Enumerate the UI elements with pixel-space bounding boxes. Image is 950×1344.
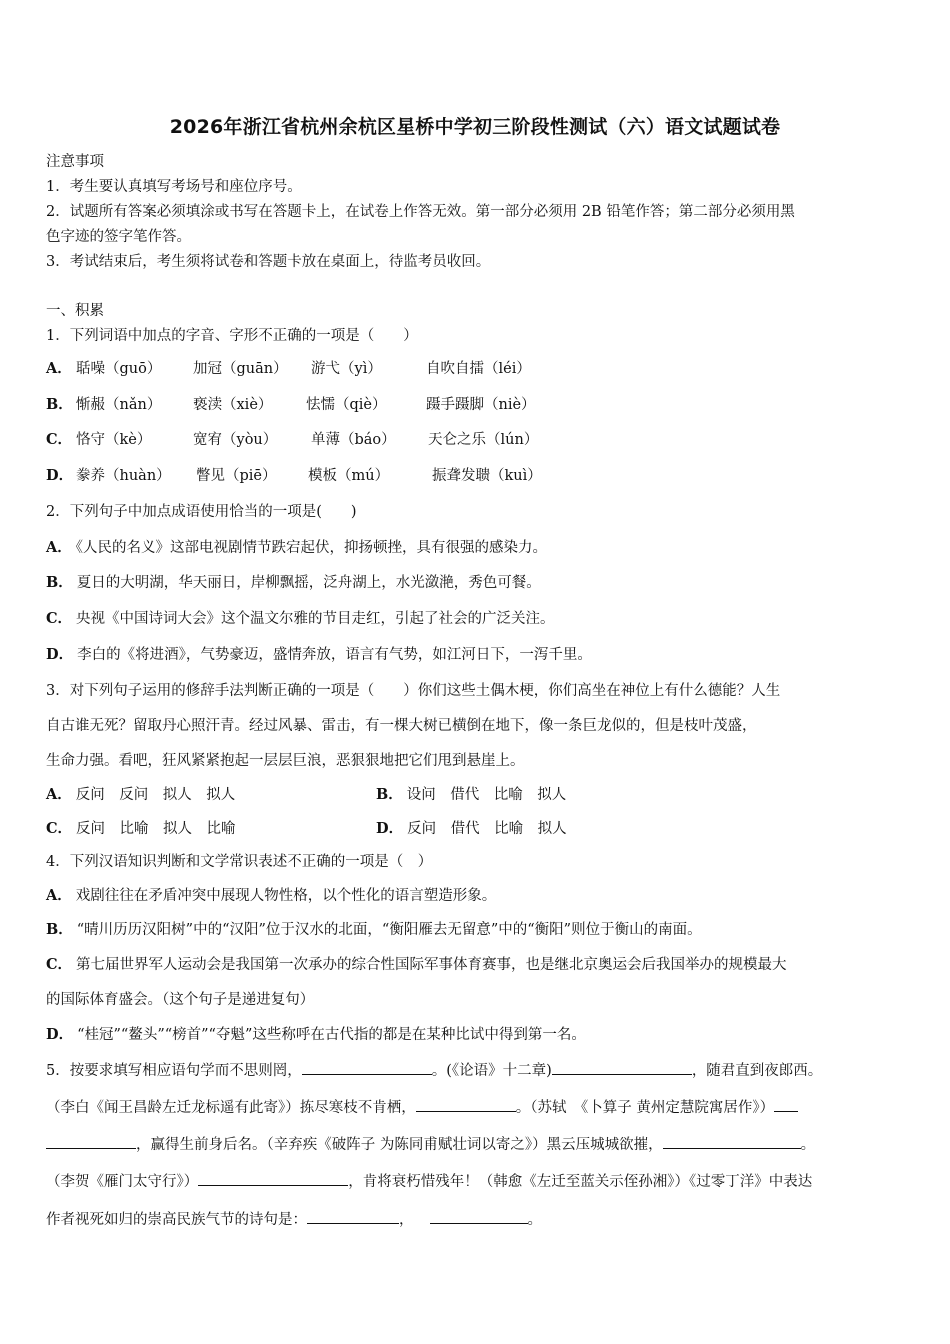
question-5-line-2 bbox=[46, 1097, 798, 1118]
answer-blank[interactable] bbox=[416, 1097, 516, 1112]
option-item: 单薄（báo） bbox=[311, 432, 396, 448]
q5-text: 5．按要求填写相应语句学而不思则罔， bbox=[46, 1063, 302, 1079]
section-heading: 一、积累 bbox=[46, 303, 104, 319]
question-4-option-d bbox=[46, 1025, 586, 1045]
option-label: B． bbox=[46, 921, 73, 938]
answer-blank[interactable] bbox=[302, 1060, 432, 1075]
question-2-stem: 2．下列句子中加点成语使用恰当的一项是( ) bbox=[46, 504, 357, 520]
notice-item: 2．试题所有答案必须填涂或书写在答题卡上，在试卷上作答无效。第一部分必须用 2B 铅笔作答；第二部分必须用黑 bbox=[46, 204, 795, 220]
question-4-option-a bbox=[46, 886, 496, 906]
option-label: C． bbox=[46, 610, 73, 627]
option-label: C． bbox=[46, 431, 73, 448]
answer-blank[interactable] bbox=[552, 1060, 692, 1075]
question-4-option-b bbox=[46, 920, 702, 940]
option-label: A． bbox=[46, 360, 72, 377]
option-item: 模板（mú） bbox=[308, 468, 390, 484]
question-5-line-5 bbox=[46, 1209, 542, 1230]
question-4-option-c bbox=[46, 955, 787, 975]
option-item: 聒噪（guō） bbox=[76, 361, 162, 377]
q5-text: （李贺《雁门太守行》） bbox=[46, 1174, 199, 1190]
question-5-line-4 bbox=[46, 1171, 812, 1192]
answer-blank[interactable] bbox=[663, 1134, 801, 1149]
question-4-option-c-continued: 的国际体育盛会。（这个句子是递进复句） bbox=[46, 992, 315, 1008]
question-3-stem: 3．对下列句子运用的修辞手法判断正确的一项是（ ）你们这些土偶木梗，你们高坐在神位上有什么德能？人生 bbox=[46, 683, 781, 699]
option-text: “晴川历历汉阳树”中的“汉阳”位于汉水的北面，“衡阳雁去无留意”中的“衡阳”则位于衡山的南面。 bbox=[76, 922, 702, 938]
q5-text: 。 bbox=[527, 1212, 542, 1228]
question-4-stem: 4．下列汉语知识判断和文学常识表述不正确的一项是（ ） bbox=[46, 854, 433, 870]
q5-text: 。(《论语》十二章) bbox=[431, 1063, 552, 1079]
question-3-stem: 自古谁无死？留取丹心照汗青。经过风暴、雷击，有一棵大树已横倒在地下，像一条巨龙似的，但是枝叶茂盛， bbox=[46, 718, 757, 734]
question-2-option-c bbox=[46, 609, 555, 629]
q5-text: 。 bbox=[800, 1137, 816, 1153]
option-label: C． bbox=[46, 820, 73, 837]
option-item: 惭赧（nǎn） bbox=[76, 397, 162, 413]
question-1-stem: 1．下列词语中加点的字音、字形不正确的一项是（ ） bbox=[46, 328, 418, 344]
question-3-option-b bbox=[376, 785, 566, 805]
option-text: 设问 借代 比喻 拟人 bbox=[406, 787, 567, 803]
option-label: B． bbox=[46, 574, 73, 591]
answer-blank[interactable] bbox=[307, 1209, 399, 1224]
question-3-option-a bbox=[46, 785, 235, 805]
q5-text: 作者视死如归的崇高民族气节的诗句是： bbox=[46, 1212, 307, 1228]
q5-text: 。（苏轼 《卜算子 黄州定慧院寓居作》） bbox=[515, 1100, 775, 1116]
option-item: 加冠（guān） bbox=[193, 361, 288, 377]
option-item: 自吹自擂（léi） bbox=[426, 361, 531, 377]
answer-blank[interactable] bbox=[46, 1134, 136, 1149]
option-text: 夏日的大明湖，华天丽日，岸柳飘摇，泛舟湖上，水光潋滟，秀色可餐。 bbox=[76, 575, 541, 591]
page-title: 2026年浙江省杭州余杭区星桥中学初三阶段性测试（六）语文试题试卷 bbox=[169, 116, 781, 138]
answer-blank[interactable] bbox=[198, 1171, 348, 1186]
option-text: 《人民的名义》这部电视剧情节跌宕起伏，抑扬顿挫，具有很强的感染力。 bbox=[75, 540, 548, 556]
question-3-stem: 生命力强。看吧，狂风紧紧抱起一层层巨浪，恶狠狠地把它们甩到悬崖上。 bbox=[46, 753, 525, 769]
q5-text: ， bbox=[399, 1212, 414, 1228]
option-text: 反问 比喻 拟人 比喻 bbox=[76, 821, 236, 837]
q5-text: ，随君直到夜郎西。 bbox=[691, 1063, 823, 1079]
option-item: 怯懦（qiè） bbox=[306, 397, 387, 413]
option-label: D． bbox=[46, 1026, 74, 1043]
question-5-line-1 bbox=[46, 1060, 822, 1081]
option-label: B． bbox=[376, 786, 403, 803]
question-3-option-c bbox=[46, 819, 236, 839]
notice-heading: 注意事项 bbox=[46, 154, 104, 170]
notice-item: 1．考生要认真填写考场号和座位序号。 bbox=[46, 179, 302, 195]
option-text: 反问 反问 拟人 拟人 bbox=[75, 787, 236, 803]
option-item: 亵渎（xiè） bbox=[193, 397, 273, 413]
option-text: 戏剧往往在矛盾冲突中展现人物性格，以个性化的语言塑造形象。 bbox=[75, 888, 497, 904]
answer-blank[interactable] bbox=[430, 1209, 528, 1224]
answer-blank[interactable] bbox=[774, 1097, 798, 1112]
option-item: 宽宥（yòu） bbox=[193, 432, 278, 448]
option-text: 李白的《将进酒》，气势豪迈，盛情奔放，语言有气势，如江河日下，一泻千里。 bbox=[77, 647, 592, 663]
option-item: 恪守（kè） bbox=[76, 432, 152, 448]
notice-item: 3．考试结束后，考生须将试卷和答题卡放在桌面上，待监考员收回。 bbox=[46, 254, 491, 270]
option-label: C． bbox=[46, 956, 73, 973]
question-2-option-a bbox=[46, 538, 547, 558]
option-text: 第七届世界军人运动会是我国第一次承办的综合性国际军事体育赛事，也是继北京奥运会后我国举办的规模最大 bbox=[76, 957, 787, 973]
option-item: 豢养（huàn） bbox=[76, 468, 171, 484]
q5-text: ，肯将衰朽惜残年！（韩愈《左迁至蓝关示侄孙湘》）《过零丁洋》中表达 bbox=[348, 1174, 813, 1190]
option-item: 游弋（yì） bbox=[311, 361, 382, 377]
option-label: D． bbox=[46, 467, 74, 484]
question-3-option-d bbox=[376, 819, 567, 839]
option-item: 蹑手蹑脚（niè） bbox=[426, 397, 536, 413]
q5-text: ，赢得生前身后名。（辛弃疾《破阵子 为陈同甫赋壮词以寄之》）黑云压城城欲摧， bbox=[136, 1137, 663, 1153]
option-label: A． bbox=[46, 786, 72, 803]
question-2-option-b bbox=[46, 573, 541, 593]
question-5-line-3 bbox=[46, 1134, 815, 1155]
option-text: 央视《中国诗词大会》这个温文尔雅的节目走红，引起了社会的广泛关注。 bbox=[76, 611, 555, 627]
option-item: 振聋发聩（kuì） bbox=[432, 468, 542, 484]
option-text: “桂冠”“鳌头”“榜首”“夺魁”这些称呼在古代指的都是在某种比试中得到第一名。 bbox=[77, 1027, 586, 1043]
question-2-option-d bbox=[46, 645, 592, 665]
option-label: D． bbox=[46, 646, 74, 663]
option-text: 反问 借代 比喻 拟人 bbox=[407, 821, 567, 837]
notice-item: 色字迹的签字笔作答。 bbox=[46, 229, 191, 245]
q5-text: （李白《闻王昌龄左迁龙标遥有此寄》）拣尽寒枝不肯栖， bbox=[46, 1100, 416, 1116]
option-label: D． bbox=[376, 820, 404, 837]
option-label: A． bbox=[46, 887, 72, 904]
option-label: B． bbox=[46, 396, 73, 413]
option-label: A． bbox=[46, 539, 72, 556]
option-item: 天仑之乐（lún） bbox=[428, 432, 539, 448]
option-item: 瞥见（piē） bbox=[196, 468, 277, 484]
